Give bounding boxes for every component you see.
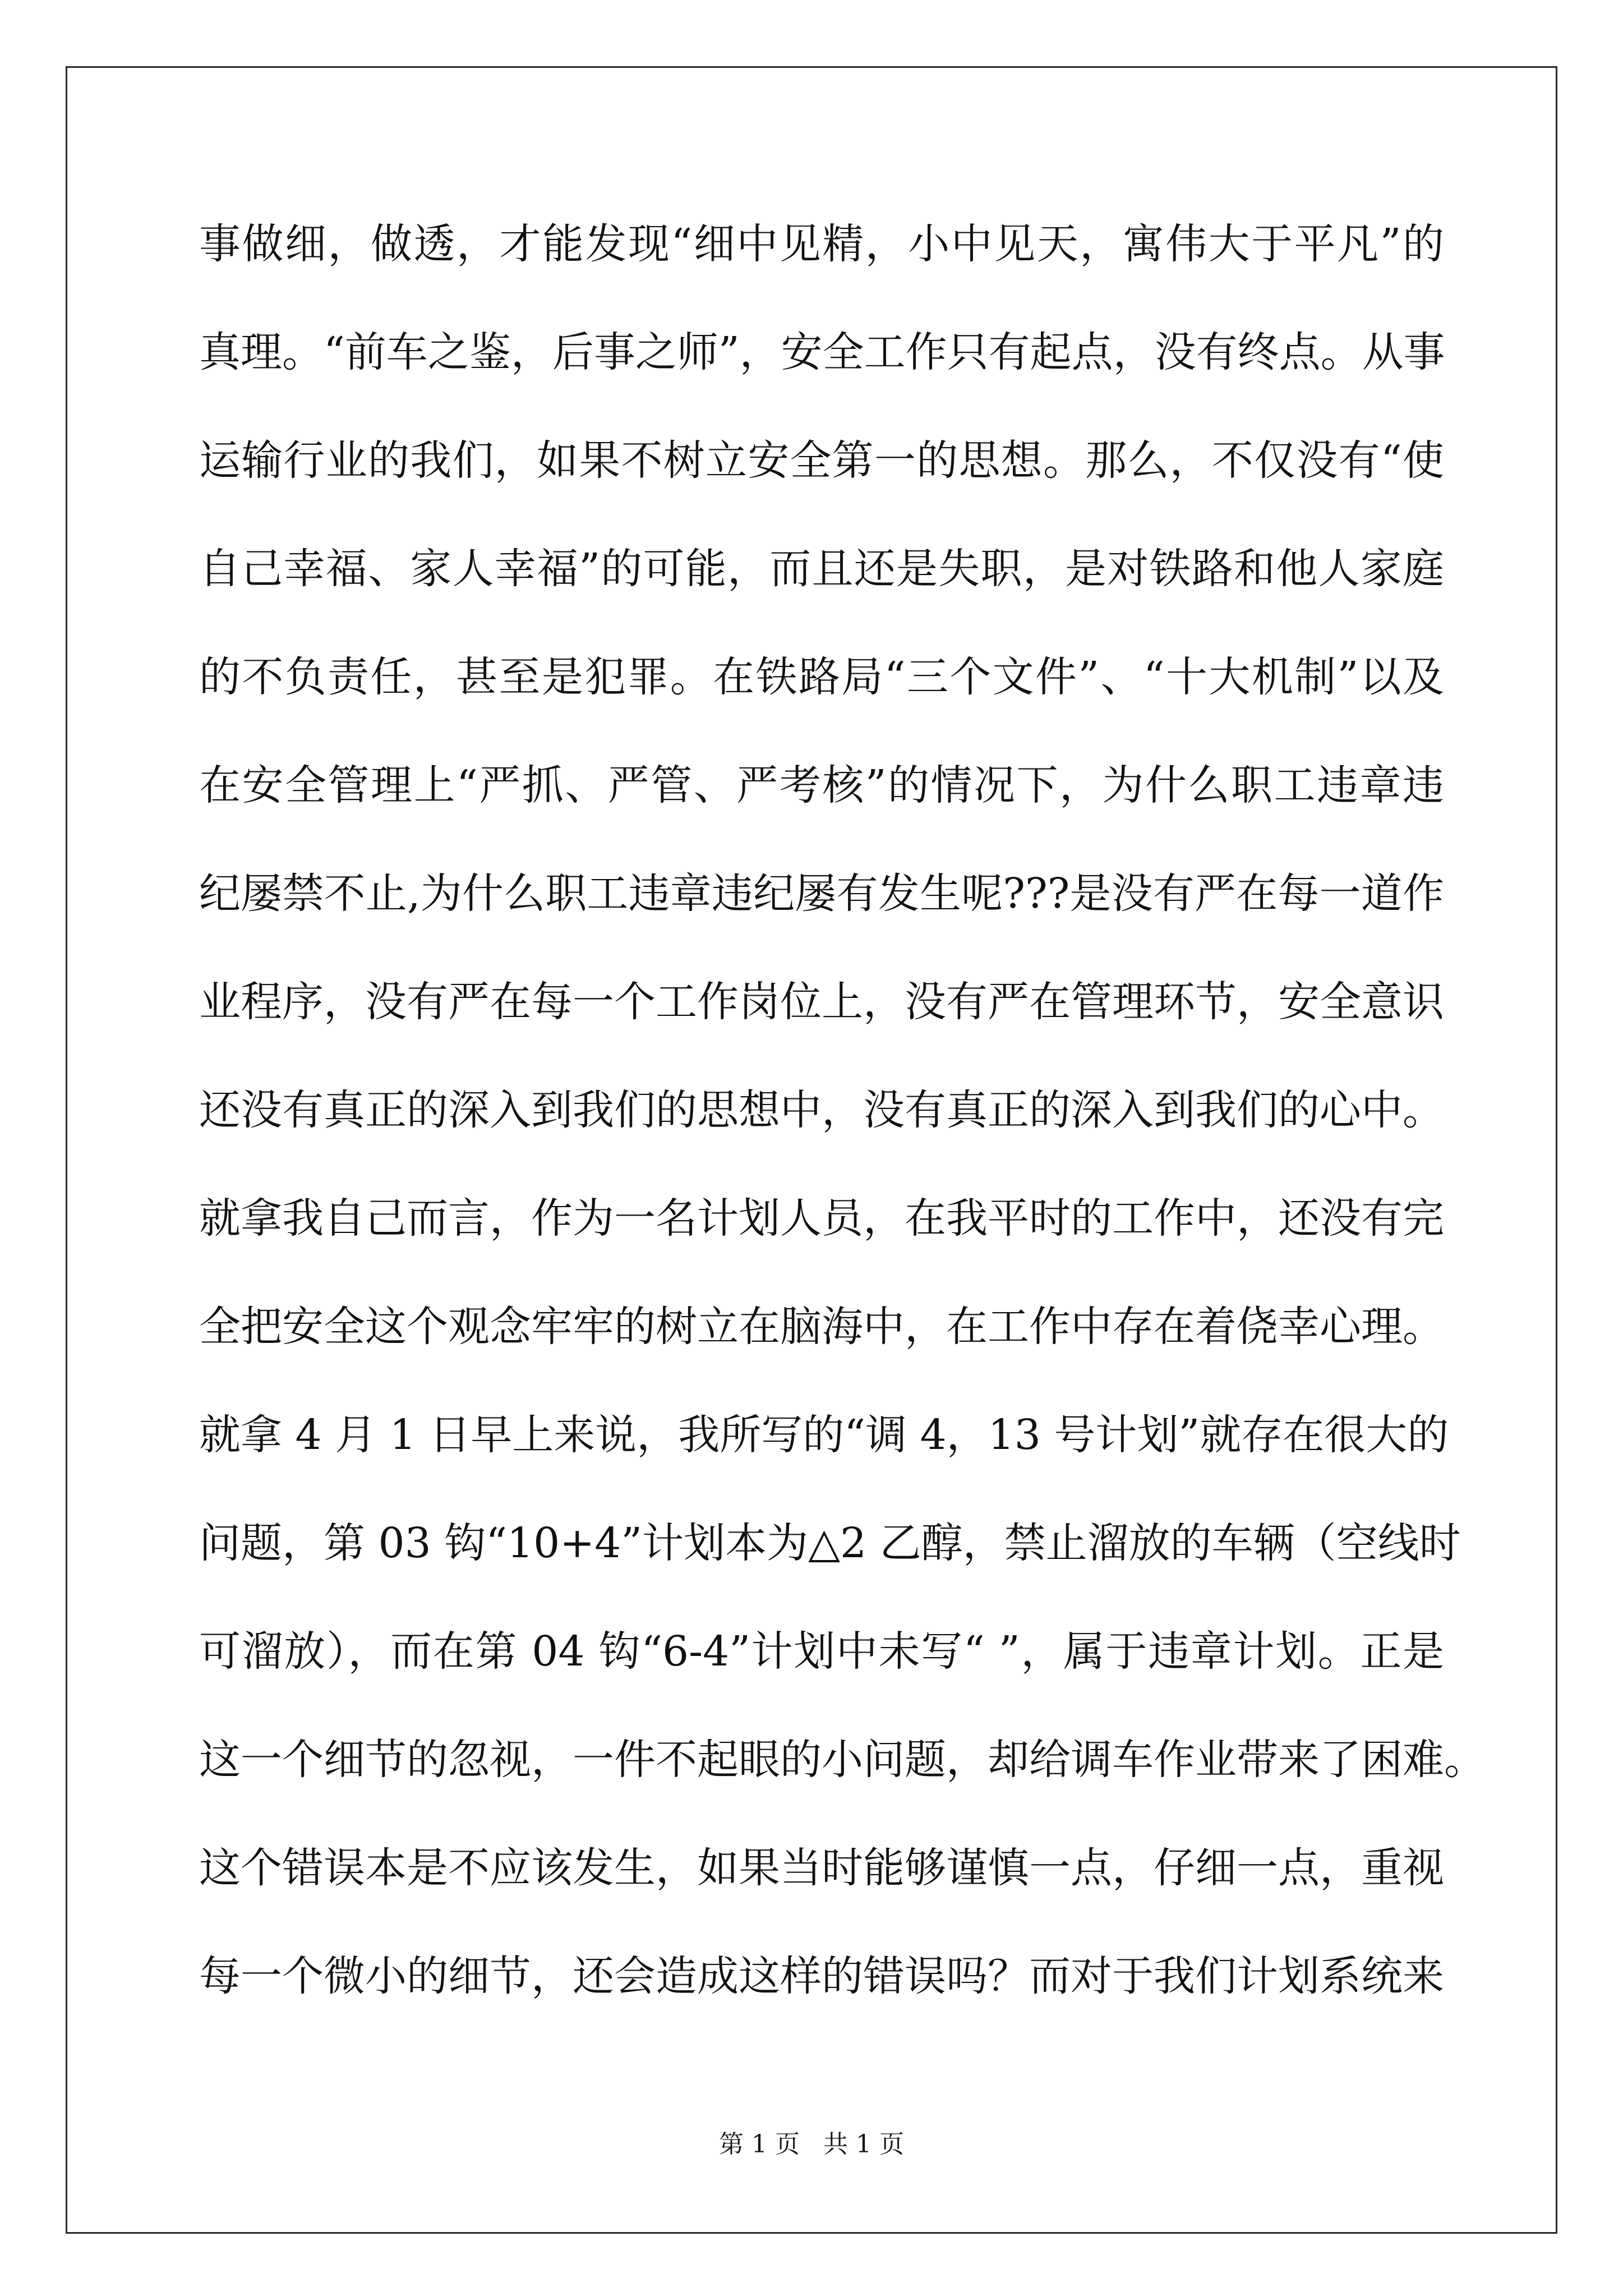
text-line: 纪屡禁不止,为什么职工违章违纪屡有发生呢???是没有严在每一道作: [199, 869, 1444, 918]
text-line: 这一个细节的忽视，一件不起眼的小问题，却给调车作业带来了困难。: [199, 1736, 1486, 1784]
text-line: 问题，第 03 钩“10+4”计划本为△2 乙醇，禁止溜放的车辆（空线时: [199, 1519, 1461, 1567]
text-line: 真理。“前车之鉴，后事之师”，安全工作只有起点，没有终点。从事: [199, 328, 1445, 376]
text-line: 可溜放），而在第 04 钩“6-4”计划中未写“ ”，属于违章计划。正是: [199, 1627, 1444, 1676]
text-line: 的不负责任，甚至是犯罪。在铁路局“三个文件”、“十大机制”以及: [199, 653, 1444, 701]
text-line: 还没有真正的深入到我们的思想中，没有真正的深入到我们的心中。: [199, 1086, 1444, 1134]
text-line: 在安全管理上“严抓、严管、严考核”的情况下，为什么职工违章违: [199, 761, 1444, 809]
text-line: 就拿我自己而言，作为一名计划人员，在我平时的工作中，还没有完: [199, 1194, 1444, 1243]
text-line: 全把安全这个观念牢牢的树立在脑海中，在工作中存在着侥幸心理。: [199, 1303, 1444, 1351]
text-line: 就拿 4 月 1 日早上来说，我所写的“调 4，13 号计划”就存在很大的: [199, 1411, 1449, 1459]
page-number-footer: 第 1 页 共 1 页: [719, 2130, 904, 2159]
text-line: 事做细，做透，才能发现“细中见精，小中见天，寓伟大于平凡”的: [199, 220, 1444, 268]
text-line: 业程序，没有严在每一个工作岗位上，没有严在管理环节，安全意识: [199, 978, 1444, 1026]
document-body: [199, 213, 1486, 2054]
text-line: 自己幸福、家人幸福”的可能，而且还是失职，是对铁路和他人家庭: [199, 545, 1444, 593]
text-line: 运输行业的我们，如果不树立安全第一的思想。那么，不仅没有“使: [199, 436, 1444, 485]
text-line: 每一个微小的细节，还会造成这样的错误吗？而对于我们计划系统来: [199, 1952, 1444, 2000]
text-line: 这个错误本是不应该发生，如果当时能够谨慎一点，仔细一点，重视: [199, 1844, 1444, 1892]
